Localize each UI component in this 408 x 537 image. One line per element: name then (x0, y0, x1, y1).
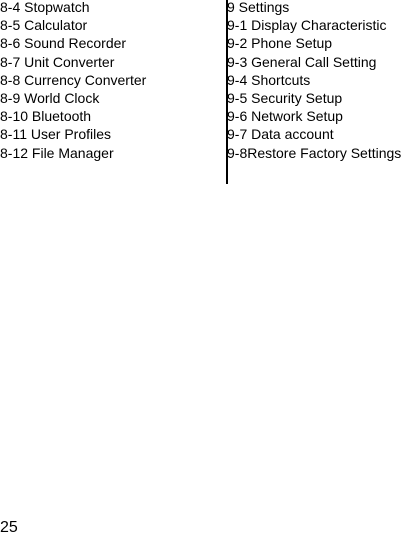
toc-item-phone-setup: 9-2 Phone Setup (227, 35, 333, 52)
toc-right-column (227, 0, 401, 162)
toc-item-general-call-setting: 9-3 General Call Setting (227, 53, 377, 70)
toc-item-world-clock: 8-9 World Clock (0, 89, 100, 106)
toc-item-unit-converter: 8-7 Unit Converter (0, 53, 115, 70)
toc-item-user-profiles: 8-11 User Profiles (0, 126, 112, 143)
toc-item-data-account: 9-7 Data account (227, 126, 334, 143)
toc-item-currency-converter: 8-8 Currency Converter (0, 71, 147, 88)
page-number: 25 (0, 519, 18, 536)
toc-item-calculator: 8-5 Calculator (0, 17, 88, 34)
toc-item-display-characteristic: 9-1 Display Characteristic (227, 17, 387, 34)
toc-item-security-setup: 9-5 Security Setup (227, 89, 343, 106)
toc-item-stopwatch: 8-4 Stopwatch (0, 0, 90, 15)
toc-item-file-manager: 8-12 File Manager (0, 144, 114, 161)
toc-left-column (0, 0, 146, 162)
toc-item-restore-factory-settings: 9-8Restore Factory Settings (227, 144, 402, 161)
toc-item-bluetooth: 8-10 Bluetooth (0, 108, 92, 125)
toc-item-shortcuts: 9-4 Shortcuts (227, 71, 311, 88)
toc-item-network-setup: 9-6 Network Setup (227, 108, 343, 125)
toc-item-sound-recorder: 8-6 Sound Recorder (0, 35, 127, 52)
toc-item-settings: 9 Settings (227, 0, 290, 15)
